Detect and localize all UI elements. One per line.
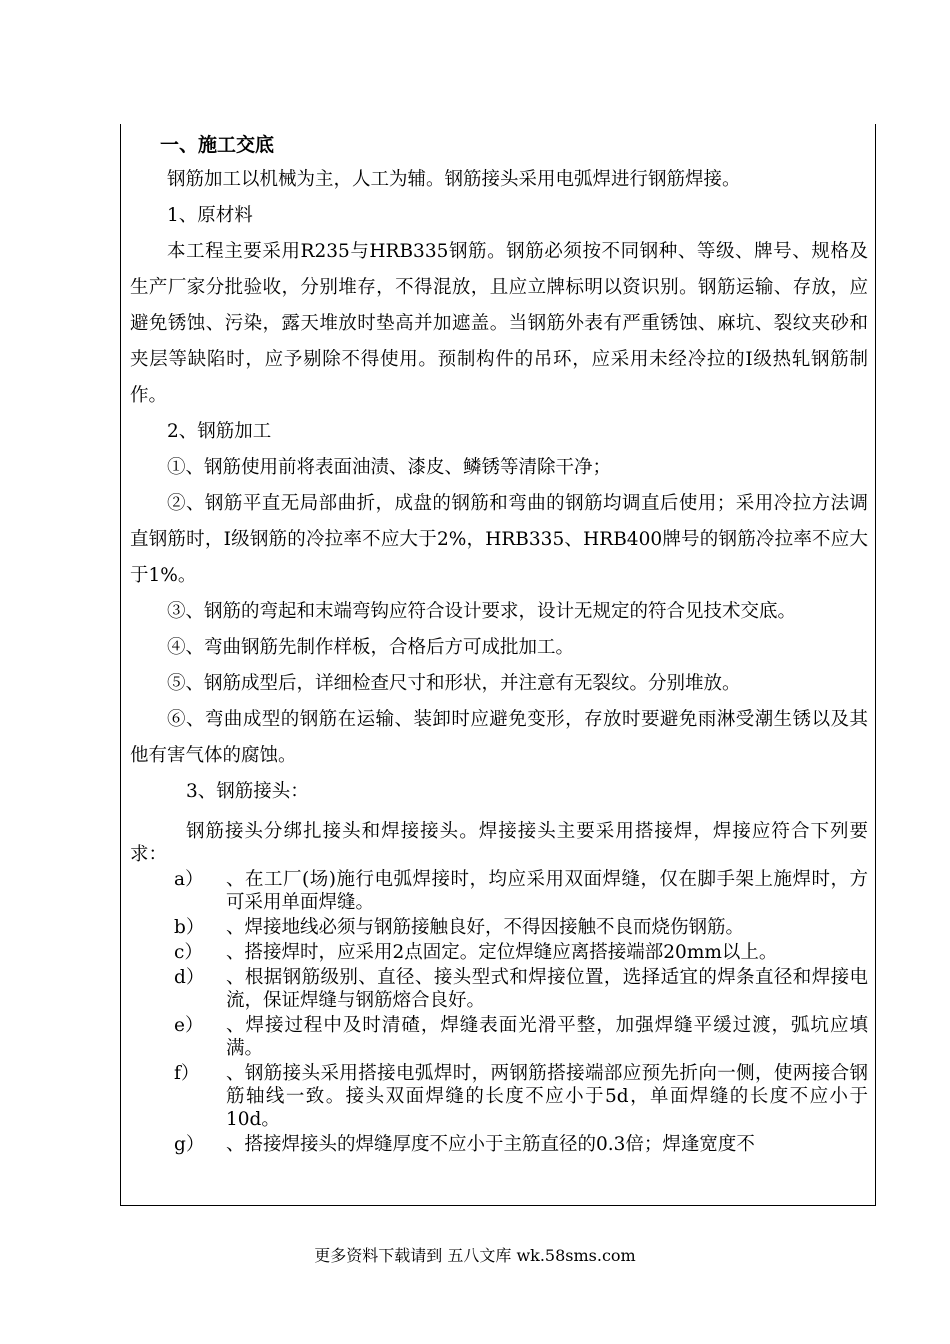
list-item [130,1014,868,1060]
list-item [130,941,868,964]
section-2-item: ①、钢筋使用前将表面油渍、漆皮、鳞锈等清除干净； [167,457,612,478]
list-item-text: 、搭接焊接头的焊缝厚度不应小于主筋直径的0.3倍；焊逢宽度不 [226,1134,755,1155]
list-item-text: 、焊接过程中及时清碴，焊缝表面光滑平整，加强焊缝平缓过渡，弧坑应填满。 [226,1015,868,1059]
section-2-title: 2、钢筋加工 [167,421,272,442]
page-footer: 更多资料下载请到 五八文库 wk.58sms.com [314,1246,636,1265]
list-item [130,916,868,939]
section-1-title: 1、原材料 [167,205,253,226]
list-item-label: a） [174,869,204,890]
list-item-text: 、根据钢筋级别、直径、接头型式和焊接位置，选择适宜的焊条直径和焊接电流，保证焊缝与钢筋熔合良好。 [226,967,868,1011]
section-heading: 一、施工交底 [160,134,275,156]
list-item [130,868,868,914]
section-2-item: ③、钢筋的弯起和末端弯钩应符合设计要求，设计无规定的符合见技术交底。 [167,601,797,622]
section-1-body: 本工程主要采用R235与HRB335钢筋。钢筋必须按不同钢种、等级、牌号、规格及生产厂家分批验收，分别堆存，不得混放，且应立牌标明以资识别。钢筋运输、存放，应避免锈蚀、污染，露天堆放时垫高并加遮盖。当钢筋外表有严重锈蚀、麻坑、裂纹夹砂和夹层等缺陷时，应予剔除不得使用。预制构件的吊环，应采用未经冷拉的Ⅰ级热轧钢筋制作。 [130,241,868,406]
section-2-item: ⑥、弯曲成型的钢筋在运输、装卸时应避免变形，存放时要避免雨淋受潮生锈以及其他有害气体的腐蚀。 [130,709,868,766]
intro-paragraph: 钢筋加工以机械为主，人工为辅。钢筋接头采用电弧焊进行钢筋焊接。 [167,169,741,190]
list-item-label: g） [174,1134,205,1155]
section-2-item: ⑤、钢筋成型后，详细检查尺寸和形状，并注意有无裂纹。分别堆放。 [167,673,741,694]
list-item-label: f） [174,1063,200,1084]
list-item-text: 、在工厂(场)施行电弧焊接时，均应采用双面焊缝，仅在脚手架上施焊时，方可采用单面焊缝。 [226,869,868,913]
list-item-text: 、焊接地线必须与钢筋接触良好，不得因接触不良而烧伤钢筋。 [226,917,745,938]
section-2-item: ④、弯曲钢筋先制作样板，合格后方可成批加工。 [167,637,575,658]
list-item-label: e） [174,1015,204,1036]
section-2-item: ②、钢筋平直无局部曲折，成盘的钢筋和弯曲的钢筋均调直后使用；采用冷拉方法调直钢筋时，Ⅰ级钢筋的冷拉率不应大于2%，HRB335、HRB400牌号的钢筋冷拉率不应大于1%。 [130,493,868,586]
section-3-title: 3、钢筋接头： [186,781,309,802]
list-item-text: 、搭接焊时，应采用2点固定。定位焊缝应离搭接端部20mm以上。 [226,942,778,963]
list-item [130,966,868,1012]
list-item-label: c） [174,942,203,963]
list-item-label: d） [174,967,205,988]
list-item-label: b） [174,917,205,938]
document-body [130,124,868,1156]
list-item [130,1133,868,1156]
section-3-intro: 钢筋接头分绑扎接头和焊接接头。焊接接头主要采用搭接焊，焊接应符合下列要求： [130,821,868,865]
list-item-text: 、钢筋接头采用搭接电弧焊时，两钢筋搭接端部应预先折向一侧，使两接合钢筋轴线一致。接头双面焊缝的长度不应小于5d，单面焊缝的长度不应小于10d。 [226,1063,868,1130]
list-item [130,1062,868,1131]
